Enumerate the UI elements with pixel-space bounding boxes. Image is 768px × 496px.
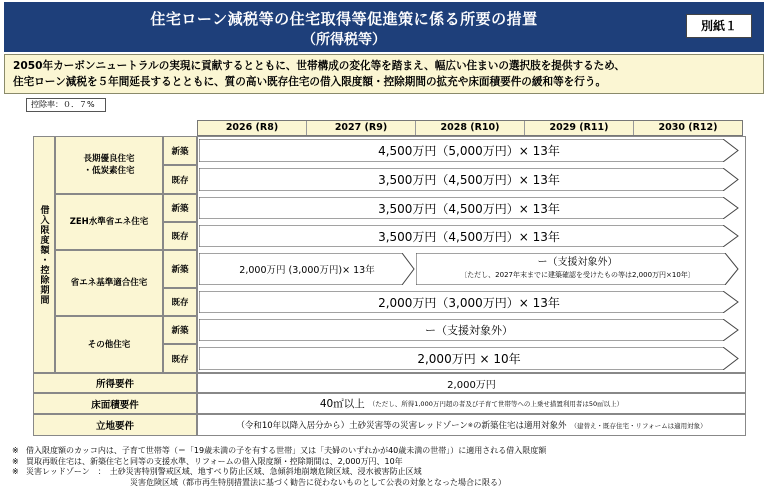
income-label: 所得要件 (33, 373, 197, 393)
location-label: 立地要件 (33, 414, 197, 436)
sub-long-existing: 既存 (163, 165, 197, 194)
location-note: （建替え・既存住宅・リフォームは適用対象） (570, 421, 707, 430)
value-other-new: ー（支援対象外） (425, 324, 513, 337)
value-energy-new-rest-note: 〔ただし、2027年末までに建築確認を受けたもの等は2,000万円×10年〕 (460, 271, 695, 279)
footnotes (12, 446, 762, 488)
year-2028: 2028 (R10) (416, 121, 525, 135)
sub-energy-new: 新築 (163, 250, 197, 288)
income-value: 2,000万円 (197, 373, 746, 393)
side-label-cell (33, 136, 55, 373)
footnote-text-2: 買取再販住宅は、新築住宅と同等の支援水準、リフォームの借入限度額・控除期間は、2,000万円、10年 (26, 456, 403, 466)
annex-badge: 別紙１ (686, 14, 752, 38)
category-other: その他住宅 (55, 316, 163, 373)
intro-box (4, 54, 764, 94)
footnote-3 (12, 467, 762, 478)
year-2029: 2029 (R11) (525, 121, 634, 135)
footnote-2 (12, 457, 762, 468)
arrow-long-new (199, 139, 739, 162)
floor-value: 40㎡以上 (319, 398, 365, 410)
arrow-zeh-existing (199, 225, 739, 247)
value-energy-existing: 2,000万円（3,000万円）× 13年 (378, 295, 560, 310)
value-other-existing: 2,000万円 × 10年 (417, 352, 521, 366)
sub-long-new: 新築 (163, 136, 197, 165)
location-sup: ※ (467, 421, 473, 429)
value-energy-new-rest: ー（支援対象外） (537, 257, 618, 268)
deduction-rate: 控除率：０．７% (26, 98, 106, 112)
floor-label: 床面積要件 (33, 393, 197, 414)
value-zeh-existing: 3,500万円（4,500万円）× 13年 (378, 229, 560, 244)
arrow-energy-new-rest (416, 253, 739, 285)
year-header (197, 120, 743, 136)
value-zeh-new: 3,500万円（4,500万円）× 13年 (378, 201, 560, 216)
footnote-4 (12, 478, 762, 489)
footnote-mark-1: ※ (12, 446, 19, 455)
floor-row (197, 393, 746, 414)
side-label: 借入限度額・控除期間 (38, 204, 49, 305)
category-long-life: 長期優良住宅 ・低炭素住宅 (55, 136, 163, 194)
location-row (197, 414, 746, 436)
category-zeh: ZEH水準省エネ住宅 (55, 194, 163, 250)
sub-other-existing: 既存 (163, 344, 197, 373)
arrow-energy-existing (199, 291, 739, 313)
location-value-2: の新築住宅は適用対象外 (472, 421, 567, 431)
sub-other-new: 新築 (163, 316, 197, 344)
year-2027: 2027 (R9) (307, 121, 416, 135)
arrow-long-existing (199, 168, 739, 191)
footnote-mark-3: ※ (12, 467, 19, 476)
arrow-energy-new-first (199, 253, 415, 285)
value-energy-new-rest-block (416, 253, 739, 285)
value-long-existing: 3,500万円（4,500万円）× 13年 (378, 173, 560, 187)
year-2026: 2026 (R8) (198, 121, 307, 135)
value-long-new: 4,500万円（5,000万円）× 13年 (378, 144, 560, 158)
floor-note: （ただし、所得1,000万円超の者及び子育て世帯等への上乗せ措置利用者は50㎡以上） (368, 400, 624, 408)
sub-zeh-existing: 既存 (163, 222, 197, 250)
year-2030: 2030 (R12) (634, 121, 742, 135)
intro-line-2: 住宅ローン減税を５年間延長するとともに、質の高い既存住宅の借入限度額・控除期間の拡充や床面積要件の緩和等を行う。 (13, 76, 607, 88)
sub-zeh-new: 新築 (163, 194, 197, 222)
footnote-text-4: 災害危険区域（都市再生特別措置法に基づく勧告に従わないものとして公表の対象となった場合に限る） (26, 477, 506, 487)
arrow-other-existing (199, 347, 739, 370)
arrow-other-new (199, 319, 739, 341)
footnote-1 (12, 446, 762, 457)
page-title: 住宅ローン減税等の住宅取得等促進策に係る所要の措置 (150, 10, 538, 28)
page-subtitle: （所得税等） (302, 32, 386, 48)
intro-line-1: 2050年カーボンニュートラルの実現に貢献するとともに、世帯構成の変化等を踏まえ、幅広い住まいの選択肢を提供するため、 (13, 60, 626, 72)
category-energy: 省エネ基準適合住宅 (55, 250, 163, 316)
footnote-mark-2: ※ (12, 456, 19, 466)
location-value: （令和10年以降入居分から）土砂災害等の災害レッドゾーン (236, 421, 468, 431)
value-energy-new-first: 2,000万円 (3,000万円)× 13年 (239, 265, 375, 276)
sub-energy-existing: 既存 (163, 288, 197, 316)
footnote-text-1: 借入限度額のカッコ内は、子育て世帯等（＝「19歳未満の子を有する世帯」又は「夫婦のいずれかが40歳未満の世帯」）に適用される借入限度額 (26, 446, 547, 455)
arrow-zeh-new (199, 197, 739, 219)
title-bar (4, 2, 764, 52)
footnote-text-3: 災害レッドゾーン ： 土砂災害特別警戒区域、地すべり防止区域、急傾斜地崩壊危険区域、浸水被害防止区域 (26, 467, 422, 476)
